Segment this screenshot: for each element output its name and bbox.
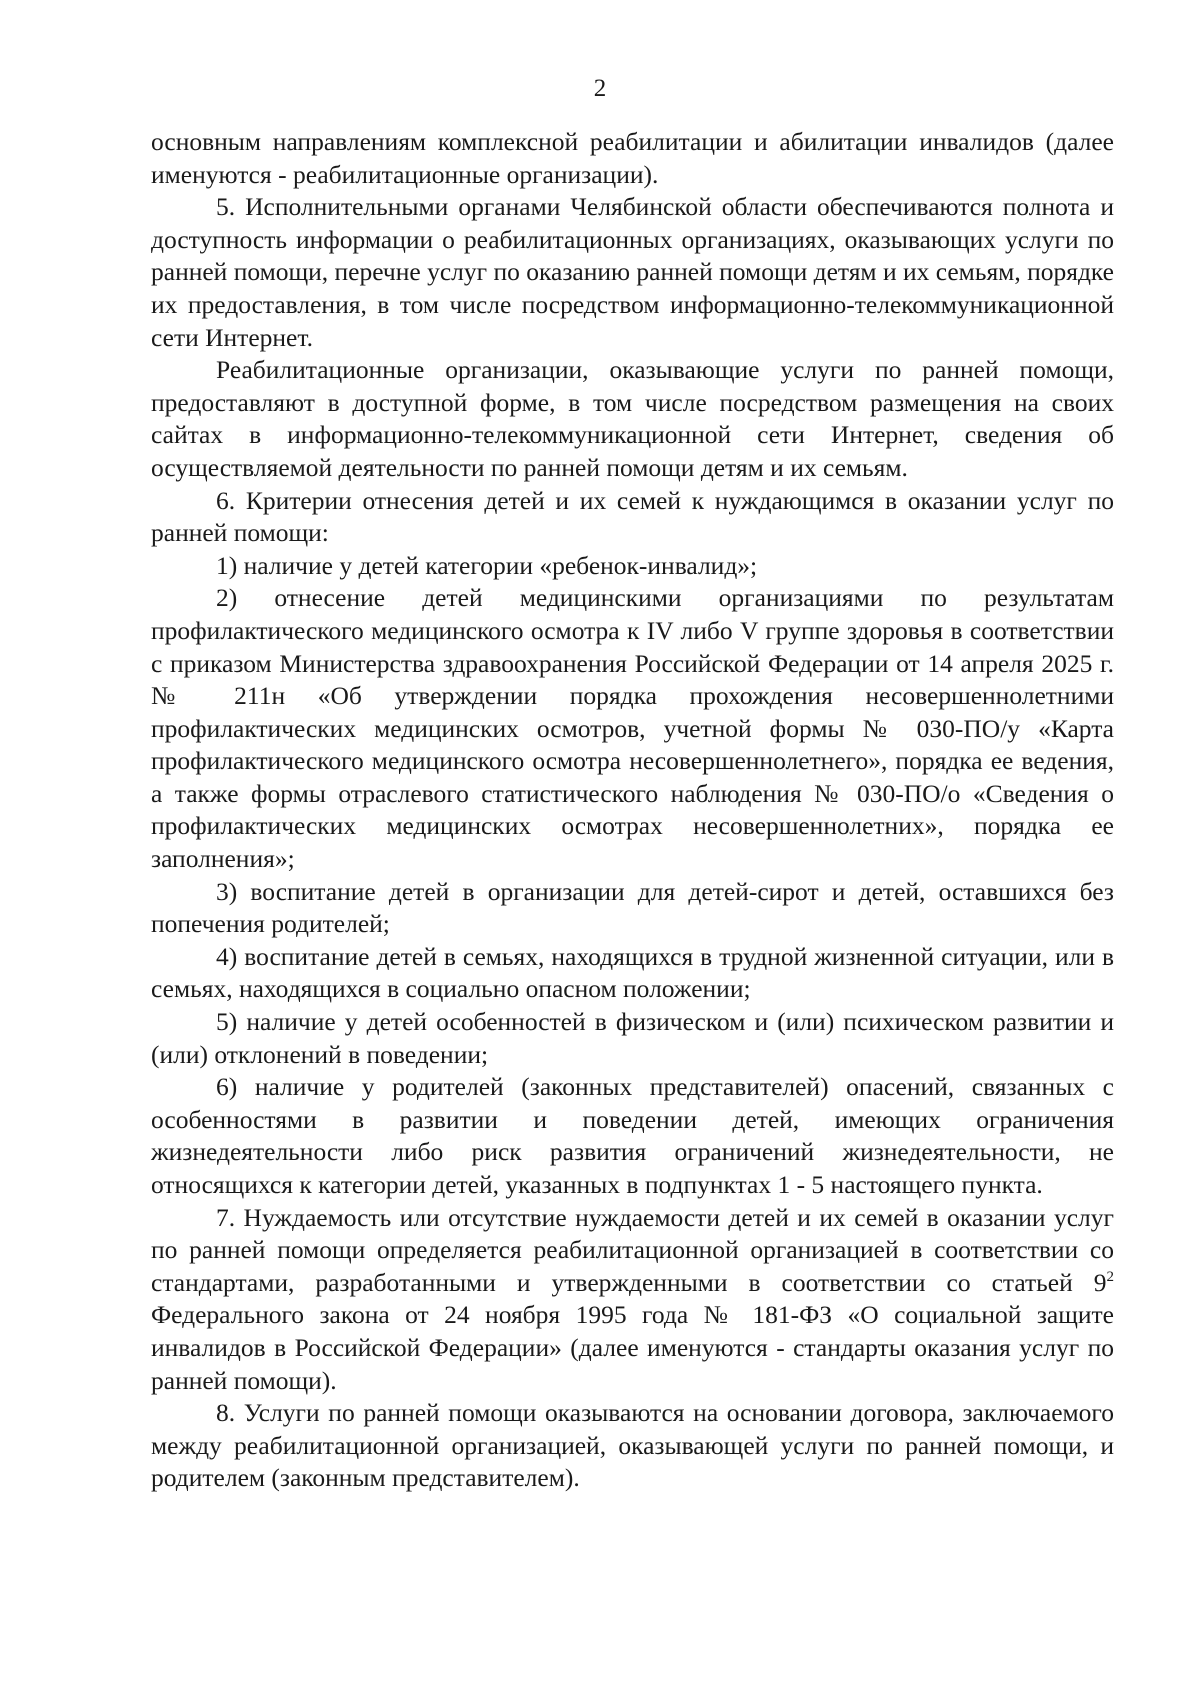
- paragraph-7-text-start: 7. Нуждаемость или отсутствие нуждаемости детей и их семей в оказании услуг по ранней помощи определяется реабилитационной организацией в соответствии со стандартами, разработанными и утвержденными в соответствии со статьей 9: [151, 1202, 1114, 1297]
- article-superscript: 2: [1106, 1268, 1114, 1285]
- paragraph-rehab-organizations: Реабилитационные организации, оказывающие услуги по ранней помощи, предоставляют в доступной форме, в том числе посредством размещения на своих сайтах в информационно-телекоммуникационной сети Интернет, сведения об осуществляемой деятельности по ранней помощи детям и их семьям.: [151, 355, 1114, 482]
- paragraph-item-7: [151, 1202, 1114, 1398]
- paragraph-item-8: 8. Услуги по ранней помощи оказываются на основании договора, заключаемого между реабилитационной организацией, оказывающей услуги по ранней помощи, и родителем (законным представителем).: [151, 1398, 1114, 1493]
- criteria-item-1: 1) наличие у детей категории «ребенок-инвалид»;: [216, 550, 758, 580]
- criteria-item-3: 3) воспитание детей в организации для детей-сирот и детей, оставшихся без попечения родителей;: [151, 876, 1114, 939]
- document-body: [151, 126, 1114, 1495]
- paragraph-item-6: 6. Критерии отнесения детей и их семей к нуждающимся в оказании услуг по ранней помощи:: [151, 485, 1114, 548]
- criteria-item-4: 4) воспитание детей в семьях, находящихся в трудной жизненной ситуации, или в семьях, находящихся в социально опасном положении;: [151, 941, 1114, 1004]
- page-number: 2: [593, 75, 607, 102]
- criteria-item-6: 6) наличие у родителей (законных представителей) опасений, связанных с особенностями в развитии и поведении детей, имеющих ограничения жизнедеятельности либо риск развития ограничений жизнедеятельности, не относящихся к категории детей, указанных в подпунктах 1 - 5 настоящего пункта.: [151, 1072, 1114, 1199]
- paragraph-7-text-end: Федерального закона от 24 ноября 1995 года № 181-ФЗ «О социальной защите инвалидов в Российской Федерации» (далее именуются - стандарты оказания услуг по ранней помощи).: [151, 1300, 1114, 1395]
- criteria-item-2: 2) отнесение детей медицинскими организациями по результатам профилактического медицинского осмотра к IV либо V группе здоровья в соответствии с приказом Министерства здравоохранения Российской Федерации от 14 апреля 2025 г. № 211н «Об утверждении порядка прохождения несовершеннолетними профилактических медицинских осмотров, учетной формы № 030-ПО/у «Карта профилактического медицинского осмотра несовершеннолетнего», порядка ее ведения, а также формы отраслевого статистического наблюдения № 030-ПО/о «Сведения о профилактических медицинских осмотрах несовершеннолетних», порядка ее заполнения»;: [151, 583, 1114, 874]
- criteria-item-5: 5) наличие у детей особенностей в физическом и (или) психическом развитии и (или) отклонений в поведении;: [151, 1007, 1114, 1069]
- paragraph-continuation: основным направлениям комплексной реабилитации и абилитации инвалидов (далее именуются - реабилитационные организации).: [151, 127, 1114, 189]
- paragraph-item-5: 5. Исполнительными органами Челябинской области обеспечиваются полнота и доступность информации о реабилитационных организациях, оказывающих услуги по ранней помощи, перечне услуг по оказанию ранней помощи детям и их семьям, порядке их предоставления, в том числе посредством информационно-телекоммуникационной сети Интернет.: [151, 192, 1114, 352]
